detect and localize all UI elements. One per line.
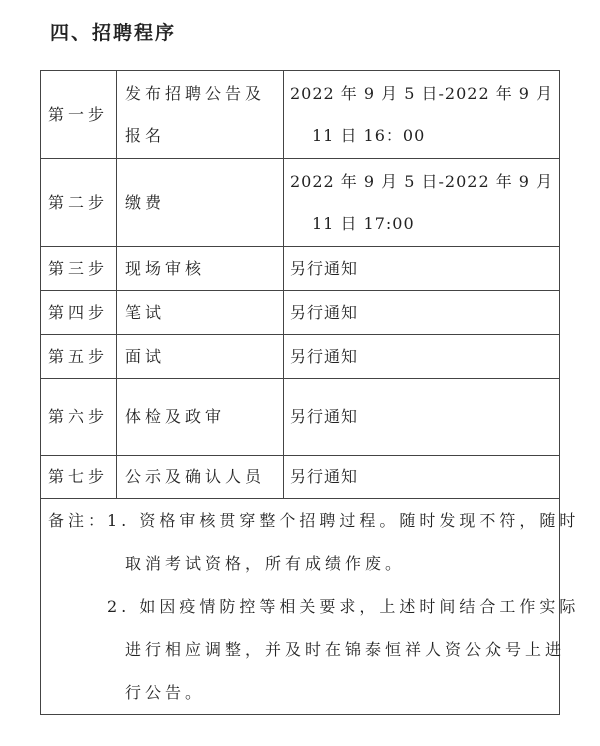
notes-label: 备注： [48, 511, 109, 530]
recruitment-procedure-table [40, 70, 580, 715]
time-cell [284, 379, 561, 455]
item-cell-line: 发布招聘公告及 [125, 83, 266, 103]
step-cell-line: 第一步 [48, 104, 109, 124]
time-cell-line: 2022 年 9 月 5 日-2022 年 9 月 [290, 83, 554, 103]
step-cell-line: 第六步 [48, 407, 109, 426]
step-cell [41, 379, 117, 455]
item-cell-line: 体检及政审 [125, 407, 226, 426]
step-cell [41, 335, 117, 378]
step-cell [41, 456, 117, 498]
step-cell-line: 第二步 [48, 192, 109, 212]
item-cell [117, 71, 284, 158]
item-cell [117, 379, 284, 455]
item-cell [117, 159, 284, 246]
step-cell [41, 159, 117, 246]
table-row [41, 335, 559, 379]
item-cell-line: 报名 [125, 125, 166, 145]
step-cell-line: 第七步 [48, 467, 109, 486]
note-line: 取消考试资格，所有成绩作废。 [125, 554, 406, 573]
time-cell-line: 另行通知 [290, 346, 359, 366]
table-row [41, 379, 559, 456]
time-cell-line: 另行通知 [290, 258, 359, 278]
time-cell [284, 247, 561, 290]
step-cell-line: 第四步 [48, 302, 109, 322]
item-cell [117, 456, 284, 498]
step-cell [41, 71, 117, 158]
table-row [41, 159, 559, 247]
section-title: 四、招聘程序 [50, 22, 177, 44]
item-cell-line: 公示及确认人员 [125, 467, 266, 486]
time-cell-line: 11 日 16：00 [312, 125, 426, 145]
time-cell [284, 71, 561, 158]
time-cell-line: 另行通知 [290, 467, 359, 486]
step-cell [41, 291, 117, 334]
item-cell-line: 笔试 [125, 302, 166, 322]
item-cell-line: 现场审核 [125, 258, 206, 278]
time-cell [284, 335, 561, 378]
note-line: 1. 资格审核贯穿整个招聘过程。随时发现不符，随时 [107, 511, 580, 530]
step-cell-line: 第三步 [48, 258, 109, 278]
table-row [41, 247, 559, 291]
item-cell [117, 291, 284, 334]
time-cell [284, 291, 561, 334]
time-cell-line: 2022 年 9 月 5 日-2022 年 9 月 [290, 171, 554, 191]
note-line: 行公告。 [125, 683, 206, 702]
time-cell-line: 另行通知 [290, 407, 359, 426]
item-cell-line: 缴费 [125, 192, 166, 212]
step-cell-line: 第五步 [48, 346, 109, 366]
step-cell [41, 247, 117, 290]
time-cell [284, 159, 561, 246]
item-cell-line: 面试 [125, 346, 166, 366]
time-cell-line: 另行通知 [290, 302, 359, 322]
note-line: 2. 如因疫情防控等相关要求，上述时间结合工作实际 [107, 597, 580, 616]
time-cell [284, 456, 561, 498]
table-row [41, 71, 559, 159]
table-row [41, 291, 559, 335]
item-cell [117, 335, 284, 378]
table-row [41, 456, 559, 499]
note-line: 进行相应调整，并及时在锦泰恒祥人资公众号上进 [125, 640, 566, 659]
time-cell-line: 11 日 17:00 [312, 213, 415, 233]
item-cell [117, 247, 284, 290]
